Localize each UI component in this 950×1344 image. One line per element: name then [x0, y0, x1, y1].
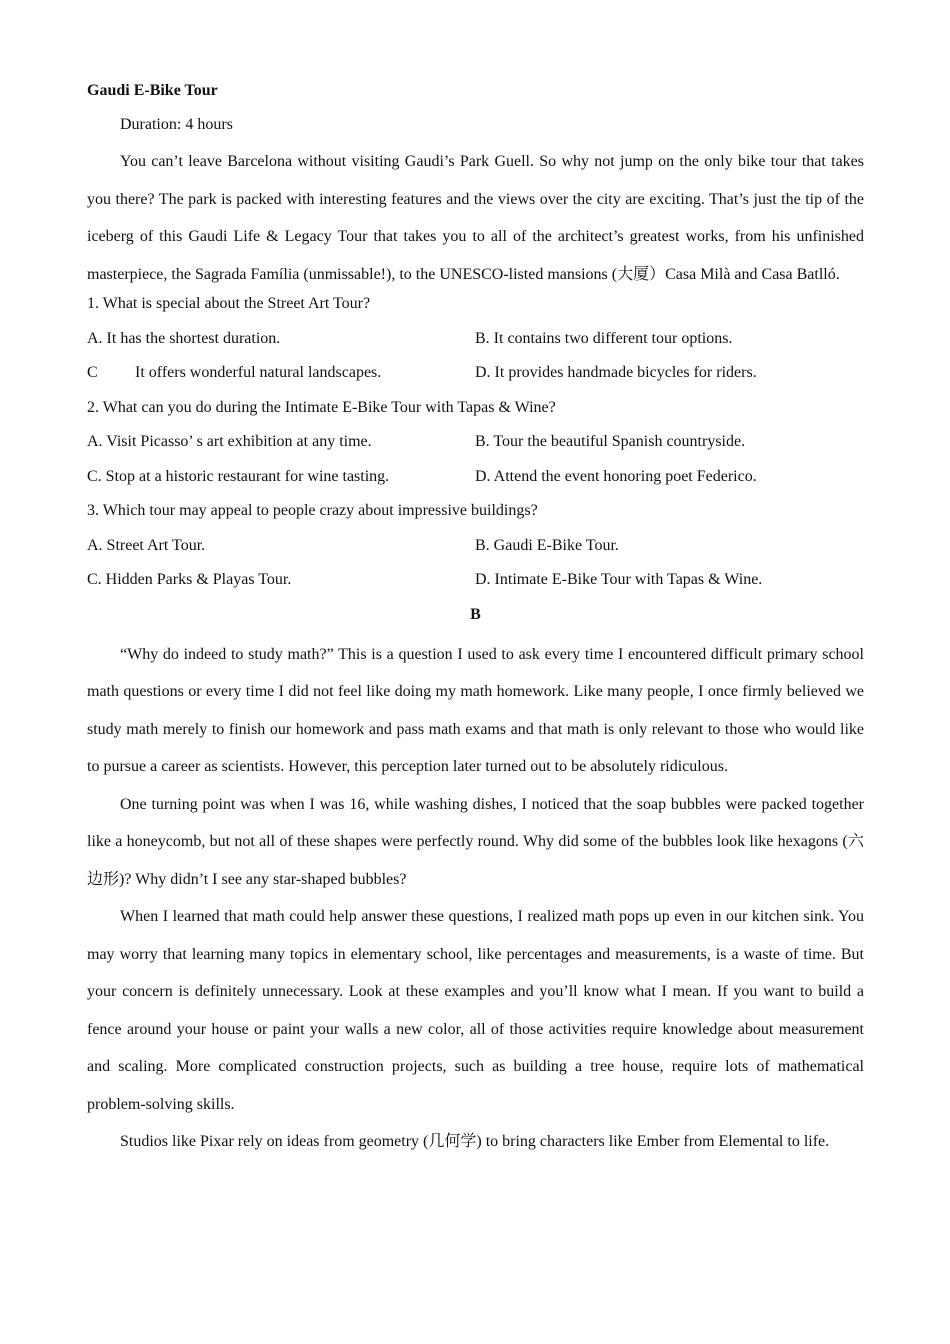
question-options [87, 328, 864, 397]
option-c-letter: C [87, 364, 98, 381]
question-options [87, 431, 864, 500]
passage-paragraph: “Why do indeed to study math?” This is a question I used to ask every time I encountered difficult primary school math questions or every time I did not feel like doing my math homework. Like many people, I once firmly believed we study math merely to finish our homework and pass math exams and that math is only relevant to those who would like to pursue a career as scientists. However, this perception later turned out to be absolutely ridiculous. [87, 645, 864, 775]
tour-duration: Duration: 4 hours [120, 116, 233, 133]
option-d: D. Intimate E-Bike Tour with Tapas & Wine. [475, 571, 763, 588]
passage-paragraph: One turning point was when I was 16, while washing dishes, I noticed that the soap bubbles were packed together like a honeycomb, but not all of these shapes were perfectly round. Why did some of the bubbles look like hexagons (六边形)? Why didn’t I see any star-shaped bubbles? [87, 795, 865, 888]
option-a: A. It has the shortest duration. [87, 329, 281, 347]
question-2 [87, 397, 864, 501]
option-a: A. Visit Picasso’ s art exhibition at any time. [87, 433, 372, 450]
passage-paragraph: When I learned that math could help answer these questions, I realized math pops up even in our kitchen sink. You may worry that learning many topics in elementary school, like percentages and measurements, is a waste of time. But your concern is definitely unnecessary. Look at these examples and you’ll know what I mean. If you want to build a fence around your house or paint your walls a new color, all of those activities require knowledge about measurement and scaling. More complicated construction projects, such as building a tree house, require lots of mathematical problem-solving skills. [87, 908, 864, 1113]
option-d: D. It provides handmade bicycles for riders. [475, 364, 757, 381]
question-stem: 3. Which tour may appeal to people crazy about impressive buildings? [87, 502, 538, 519]
option-c: C. Hidden Parks & Playas Tour. [87, 571, 292, 588]
option-b: B. Tour the beautiful Spanish countryside. [475, 433, 746, 450]
tour-title: Gaudi E-Bike Tour [87, 82, 218, 99]
question-3 [87, 500, 864, 604]
option-c: C. Stop at a historic restaurant for wine tasting. [87, 467, 390, 485]
question-stem: 2. What can you do during the Intimate E-Bike Tour with Tapas & Wine? [87, 398, 556, 416]
option-c-text: It offers wonderful natural landscapes. [135, 364, 382, 381]
option-b: B. It contains two different tour options. [475, 329, 733, 347]
page-content [87, 80, 864, 1161]
question-stem: 1. What is special about the Street Art Tour? [87, 295, 371, 312]
passage-paragraph: Studios like Pixar rely on ideas from geometry (几何学) to bring characters like Ember from Elemental to life. [120, 1133, 830, 1150]
tour-description: You can’t leave Barcelona without visiting Gaudi’s Park Guell. So why not jump on the only bike tour that takes you there? The park is packed with interesting features and the views over the city are exciting. That’s just the tip of the iceberg of this Gaudi Life & Legacy Tour that takes you to all of the architect’s greatest works, from his unfinished masterpiece, the Sagrada Família (unmissable!), to the UNESCO-listed mansions (大厦）Casa Milà and Casa Batlló. [87, 153, 864, 283]
option-c [87, 362, 475, 384]
question-options [87, 535, 864, 604]
option-b: B. Gaudi E-Bike Tour. [475, 536, 619, 554]
option-d: D. Attend the event honoring poet Federico. [475, 467, 757, 485]
section-heading: B [470, 605, 481, 623]
option-a: A. Street Art Tour. [87, 536, 206, 554]
question-1 [87, 293, 864, 397]
